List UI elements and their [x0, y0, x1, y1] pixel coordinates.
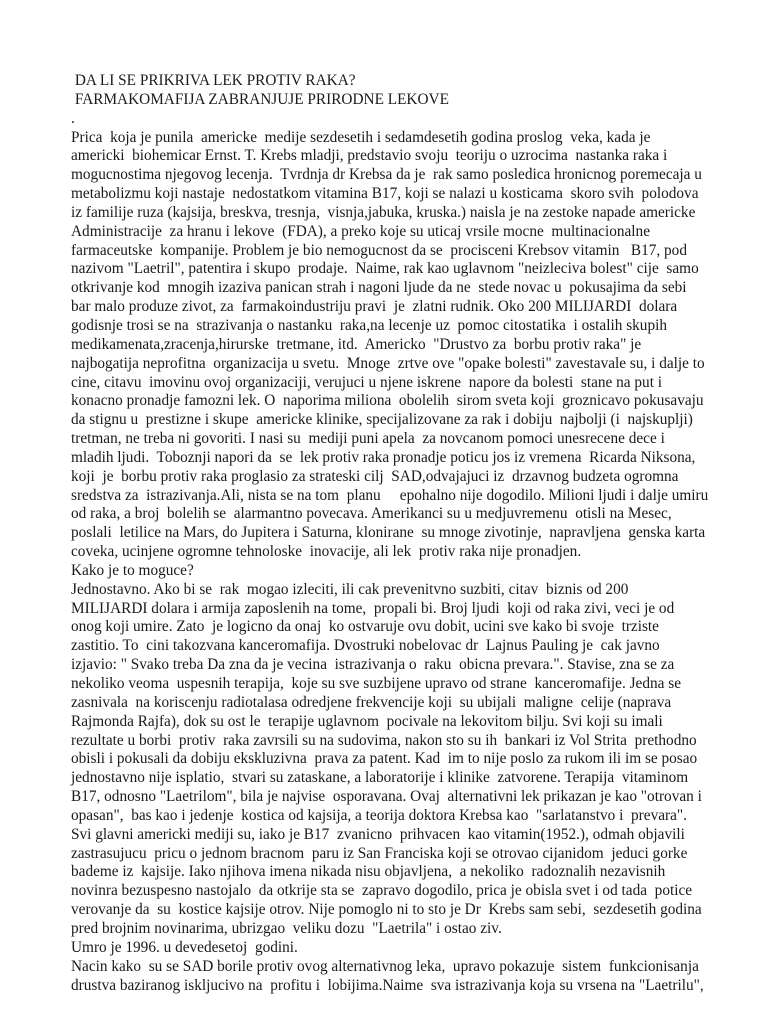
text-line: cine, citavu imovinu ovoj organizaciji, verujuci u njene iskrene napore da bolesti stane na put i — [71, 373, 663, 391]
text-line: najbogatija neprofitna organizacija u svetu. Mnoge zrtve ove "opake bolesti" zavestavale su, i dalje to — [71, 354, 705, 372]
text-line: godisnje trosi se na strazivanja o nastanku raka,na lecenje uz pomoc citostatika i ostalih skupih — [71, 316, 667, 334]
text-line: Svi glavni americki mediji su, iako je B17 zvanicno prihvacen kao vitamin(1952.), odmah objavili — [71, 825, 685, 843]
text-line: poslali letilice na Mars, do Jupitera i Saturna, klonirane su mnoge zivotinje, napravljena genska karta — [71, 524, 706, 542]
text-line: coveka, ucinjene ogromne tehnoloske inovacije, ali lek protiv raka nije pronadjen. — [71, 543, 582, 561]
text-line: Kako je to moguce? — [71, 561, 194, 579]
text-line: izjavio: " Svako treba Da zna da je vecina istrazivanja o raku obicna prevara.". Stavise, zna se za — [71, 656, 675, 674]
text-line: onog koji umire. Zato je logicno da onaj ko ostvaruje ovu dobit, ucini sve kako bi svoje trziste — [71, 618, 659, 636]
text-line: bademe iz kajsije. Iako njihova imena nikada nisu objavljena, a nekoliko radoznalih nezavisnih — [71, 863, 666, 881]
text-line: konacno pronadje famozni lek. O naporima miliona obolelih sirom sveta koji groznicavo pokusavaju — [71, 392, 704, 410]
text-line: od raka, a broj bolelih se alarmantno povecava. Amerikanci su u medjuvremenu otisli na Mesec, — [71, 505, 672, 523]
text-line: drustva baziranog iskljucivo na profitu i lobijima.Naime sva istrazivanja koja su vrsena na "Laetrilu", — [71, 976, 704, 994]
text-line: nekoliko veoma uspesnih terapija, koje su sve suzbijene upravo od strane kanceromafije. Jedna se — [71, 675, 681, 692]
document-title-line: DA LI SE PRIKRIVA LEK PROTIV RAKA? — [71, 72, 356, 89]
text-line: tretman, ne treba ni govoriti. I nasi su mediji puni apela za novcanom pomoci unesrecene dece i — [71, 430, 665, 448]
document-body — [71, 72, 708, 995]
text-line: rezultate u borbi protiv raka zavrsili su na sudovima, nakon sto su ih bankari iz Vol Strita prethodno — [71, 731, 697, 749]
text-line: obisli i pokusali da dobiju ekskluzivna prava za patent. Kad im to nije poslo za rukom ili im se posao — [71, 750, 698, 768]
text-line: iz familije ruza (kajsija, breskva, tresnja, visnja,jabuka, kruska.) naisla je na zestoke napade americke — [71, 203, 696, 221]
text-line: zastitio. To cini takozvana kanceromafija. Dvostruki nobelovac dr Lajnus Pauling je cak javno — [71, 637, 660, 655]
text-line: novinra bezuspesno nastojalo da otkrije sta se zapravo dogodilo, prica je obisla svet i od tada potice — [71, 882, 693, 900]
text-line: da stignu u prestizne i skupe americke klinike, specijalizovane za rak i dobiju najbolji (i najskuplji) — [71, 411, 693, 429]
document-title-line: FARMAKOMAFIJA ZABRANJUJE PRIRODNE LEKOVE — [71, 90, 449, 108]
text-line: sredstva za istrazivanja.Ali, nista se na tom planu epohalno nije dogodilo. Milioni ljudi i dalje umiru — [71, 486, 709, 504]
text-line: zastrasujucu pricu o jednom bracnom paru iz San Franciska koji se otrovao cijanidom jeduci gorke — [71, 844, 688, 862]
text-line: MILIJARDI dolara i armija zaposlenih na tome, propali bi. Broj ljudi koji od raka zivi, veci je od — [71, 599, 675, 617]
text-line: B17, odnosno "Laetrilom", bila je najvise osporavana. Ovaj alternativni lek prikazan je kao "otrovan i — [71, 788, 702, 806]
text-line: Rajmonda Rajfa), dok su ost le terapije uglavnom pocivale na lekovitom bilju. Svi koji su imali — [71, 712, 663, 730]
text-line: Nacin kako su se SAD borile protiv ovog alternativnog leka, upravo pokazuje sistem funkcionisanja — [71, 957, 699, 975]
text-line: koji je borbu protiv raka proglasio za strateski cilj SAD,odvajajuci iz drzavnog budzeta ogromna — [71, 467, 679, 485]
text-line: Jednostavno. Ako bi se rak mogao izleciti, ili cak prevenitvno suzbiti, citav biznis od 200 — [71, 580, 629, 598]
text-line: mogucnostima njegovog lecenja. Tvrdnja dr Krebsa da je rak samo posledica hronicnog poremecaja u — [71, 166, 702, 184]
text-line: Prica koja je punila americke medije sezdesetih i sedamdesetih godina proslog veka, kada je — [71, 128, 651, 146]
text-line: bar malo produze zivot, za farmakoindustriju pravi je zlatni rudnik. Oko 200 MILIJARDI dolara — [71, 298, 678, 316]
text-line: mladih ljudi. Toboznji napori da se lek protiv raka pronadje poticu jos iz vremena Ricarda Niksona, — [71, 448, 696, 466]
text-line: . — [71, 109, 75, 127]
text-line: verovanje da su kostice kajsije otrov. Nije pomoglo ni to sto je Dr Krebs sam sebi, sezdesetih godina — [71, 901, 702, 919]
text-line: otkrivanje kod mnogih izaziva panican strah i nagoni ljude da ne stede novac u pokusajima da sebi — [71, 279, 687, 297]
text-line: farmaceutske kompanije. Problem je bio nemogucnost da se procisceni Krebsov vitamin B17, pod — [71, 241, 687, 259]
text-line: pred brojnim novinarima, ubrizgao veliku dozu "Laetrila" i ostao ziv. — [71, 919, 502, 937]
text-line: nazivom "Laetril", patentira i skupo prodaje. Naime, rak kao uglavnom "neizleciva bolest" cije samo — [71, 260, 699, 278]
text-line: metabolizmu koji nastaje nedostatkom vitamina B17, koji se nalazi u kosticama skoro svih polodova — [71, 185, 699, 203]
text-line: opasan", bas kao i jedenje kostica od kajsija, a teorija doktora Krebsa kao "sarlatanstvo i prevara". — [71, 806, 687, 824]
text-line: jednostavno nije isplatio, stvari su zataskane, a laboratorije i klinike zatvorene. Terapija vitaminom — [71, 769, 689, 787]
text-line: Umro je 1996. u devedesetoj godini. — [71, 938, 298, 956]
text-line: medikamenata,zracenja,hirurske tretmane, itd. Americko "Drustvo za borbu protiv raka" je — [71, 335, 642, 353]
text-line: americki biohemicar Ernst. T. Krebs mladji, predstavio svoju teoriju o uzrocima nastanka raka i — [71, 147, 668, 165]
text-line: Administracije za hranu i lekove (FDA), a preko koje su uticaj vrsile mocne multinacionalne — [71, 222, 650, 240]
text-line: zasnivala na koriscenju radiotalasa odredjene frekvencije koji su ubijali maligne celije (naprava — [71, 693, 672, 711]
